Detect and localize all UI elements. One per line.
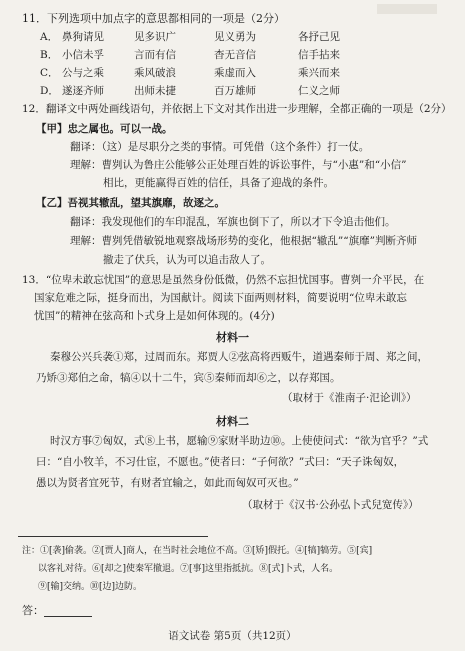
- faded-header-stamp: [377, 4, 437, 14]
- q12-stem: 12．翻译文中两处画线语句，并依据上下文对其作出进一步理解，全都正确的一项是（2分）: [22, 103, 452, 115]
- notes-divider: [18, 536, 208, 537]
- q12-yi-understanding-2: 撤走了伏兵，认为可以追击敌人了。: [103, 254, 271, 266]
- option-item: 言而有信: [134, 49, 176, 61]
- option-item: 见义勇为: [214, 31, 256, 43]
- q12-yi-translation: 翻译：我发现他们的车印混乱，军旗也倒下了，所以才下令追击他们。: [70, 216, 396, 228]
- q11-option-c: [40, 67, 378, 80]
- option-item: 信手拈来: [298, 49, 340, 61]
- q11-stem: 11．下列选项中加点字的意思都相同的一项是（2分）: [22, 12, 285, 25]
- option-item: 遂逐齐师: [62, 85, 104, 97]
- notes-line-2: 以客礼对待。⑥[却之]使秦军撤退。⑦[事]这里指抵抗。⑧[式]卜式，人名。: [38, 564, 339, 574]
- option-letter: D．: [40, 85, 59, 97]
- material-two-line-2: 曰：“自小牧羊，不习仕宦，不愿也。”使者曰：“子何欲？”式曰：“天子诛匈奴，: [36, 456, 405, 468]
- page-footer: 语文试卷 第5页（共12页）: [168, 630, 297, 642]
- material-one-title: 材料一: [216, 331, 249, 344]
- q11-option-b: [40, 49, 378, 62]
- option-item: 见多识广: [134, 31, 176, 43]
- material-two-source: （取材于《汉书·公孙弘卜式兒宽传》）: [242, 499, 419, 511]
- q12-jia-label: 【甲】忠之属也。可以一战。: [36, 123, 173, 135]
- answer-blank[interactable]: [44, 606, 92, 617]
- material-one-line-1: 秦穆公兴兵袭①郑，过周而东。郑贾人②弦高将西贩牛，道遇秦师于周、郑之间，: [50, 351, 428, 363]
- q11-option-a: [40, 31, 378, 44]
- notes-line-3: ⑨[输]交纳。⑩[边]边防。: [38, 582, 143, 592]
- material-one-line-2: 乃矫③郑伯之命，犒④以十二牛，宾⑤秦师而却⑥之，以存郑国。: [36, 372, 341, 384]
- q13-line-2: 国家危难之际，挺身而出，为国献计。阅读下面两则材料，简要说明“位卑未敢忘: [34, 292, 407, 304]
- q12-jia-understanding-1: 理解：曹刿认为鲁庄公能够公正处理百姓的诉讼事件，与“小惠”和“小信”: [70, 159, 407, 171]
- option-item: 鼻狗请见: [62, 31, 104, 43]
- option-item: 公与之乘: [62, 67, 104, 79]
- option-item: 乘虚而入: [214, 67, 256, 79]
- answer-label: 答：: [22, 604, 44, 617]
- option-item: 仁义之师: [298, 85, 340, 97]
- q11-option-d: [40, 85, 378, 98]
- option-letter: A．: [40, 31, 59, 43]
- q12-jia-translation: 翻译：（这）是尽职分之类的事情。可凭借（这个条件）打一仗。: [70, 141, 370, 153]
- material-two-line-1: 时汉方事⑦匈奴，式⑧上书，愿输⑨家财半助边⑩。上使使问式：“欲为官乎？”式: [50, 435, 429, 447]
- q13-line-3: 忧国”的精神在弦高和卜式身上是如何体现的。(4分): [34, 310, 275, 322]
- material-two-line-3: 愚以为贤者宜死节，有财者宜输之，如此而匈奴可灭也。”: [36, 477, 299, 489]
- option-item: 百万雄师: [214, 85, 256, 97]
- q12-jia-understanding-2: 相比，更能赢得百姓的信任，具备了迎战的条件。: [103, 177, 334, 189]
- option-item: 小信未孚: [62, 49, 104, 61]
- q12-yi-label: 【乙】吾视其辙乱，望其旗靡，故逐之。: [36, 197, 225, 209]
- option-letter: C．: [40, 67, 59, 79]
- option-item: 乘兴而来: [298, 67, 340, 79]
- option-item: 乘风破浪: [134, 67, 176, 79]
- answer-line: [22, 604, 92, 617]
- option-item: 出师未捷: [134, 85, 176, 97]
- option-item: 杳无音信: [214, 49, 256, 61]
- q12-yi-understanding-1: 理解：曹刿凭借敏锐地观察战场形势的变化，他根据“辙乱”“旗靡”判断齐师: [70, 235, 417, 247]
- material-one-source: （取材于《淮南子·氾论训》）: [282, 392, 417, 404]
- option-letter: B．: [40, 49, 59, 61]
- material-two-title: 材料二: [216, 415, 249, 428]
- notes-line-1: 注：①[袭]偷袭。②[贾人]商人，在当时社会地位不高。③[矫]假托。④[犒]犒劳。⑤[宾]: [22, 546, 373, 556]
- option-item: 各抒己见: [298, 31, 340, 43]
- q13-line-1: 13．“位卑未敢忘忧国”的意思是虽然身份低微，仍然不忘担忧国事。曹刿一介平民，在: [22, 274, 425, 286]
